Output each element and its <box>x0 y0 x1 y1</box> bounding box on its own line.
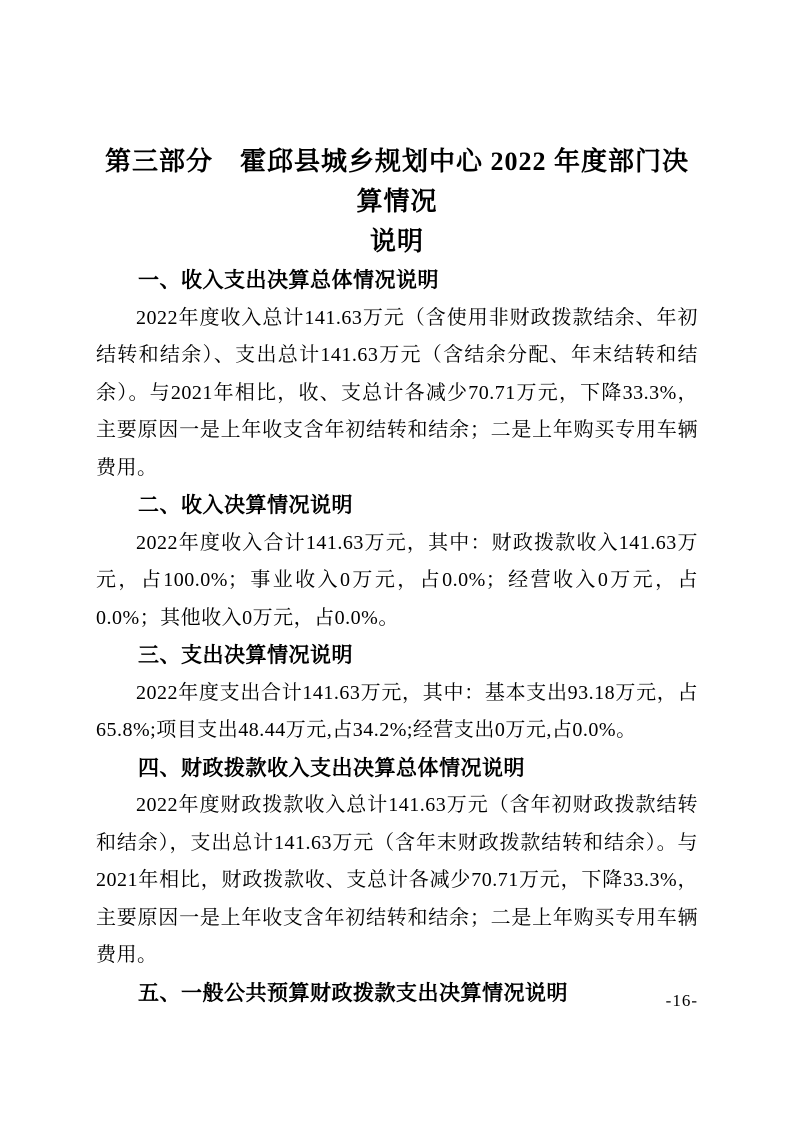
section-general-public-budget <box>96 975 698 1013</box>
section-4-heading: 四、财政拨款收入支出决算总体情况说明 <box>138 756 525 780</box>
page-number: -16- <box>665 991 698 1010</box>
section-2-paragraph: 2022年度收入合计141.63万元，其中：财政拨款收入141.63万元，占100.0%；事业收入0万元，占0.0%；经营收入0万元，占0.0%；其他收入0万元，占0.0%。 <box>96 531 698 629</box>
document-title-line1: 第三部分 霍邱县城乡规划中心 2022 年度部门决算情况 <box>104 147 689 216</box>
section-4-paragraph: 2022年度财政拨款收入总计141.63万元（含年初财政拨款结转和结余），支出总计141.63万元（含年末财政拨款结转和结余）。与2021年相比，财政拨款收、支总计各减少70.71万元，下降33.3%，主要原因一是上年收支含年初结转和结余；二是上年购买专用车辆费用。 <box>96 794 698 966</box>
document-title <box>96 142 698 262</box>
section-expense-details <box>96 637 698 750</box>
section-1-paragraph: 2022年度收入总计141.63万元（含使用非财政拨款结余、年初结转和结余）、支出总计141.63万元（含结余分配、年末结转和结余）。与2021年相比，收、支总计各减少70.71万元，下降33.3%，主要原因一是上年收支含年初结转和结余；二是上年购买专用车辆费用。 <box>96 306 698 479</box>
section-fiscal-appropriation-overview <box>96 750 698 975</box>
section-3-paragraph: 2022年度支出合计141.63万元，其中：基本支出93.18万元，占65.8%;项目支出48.44万元,占34.2%;经营支出0万元,占0.0%。 <box>96 681 698 741</box>
document-content <box>96 142 698 1012</box>
section-income-details <box>96 487 698 637</box>
section-5-heading: 五、一般公共预算财政拨款支出决算情况说明 <box>138 981 568 1005</box>
section-3-heading: 三、支出决算情况说明 <box>138 644 353 667</box>
section-income-expense-overview <box>96 262 698 487</box>
section-2-heading: 二、收入决算情况说明 <box>138 494 353 517</box>
document-title-line2: 说明 <box>369 227 424 256</box>
section-1-heading: 一、收入支出决算总体情况说明 <box>138 269 439 292</box>
